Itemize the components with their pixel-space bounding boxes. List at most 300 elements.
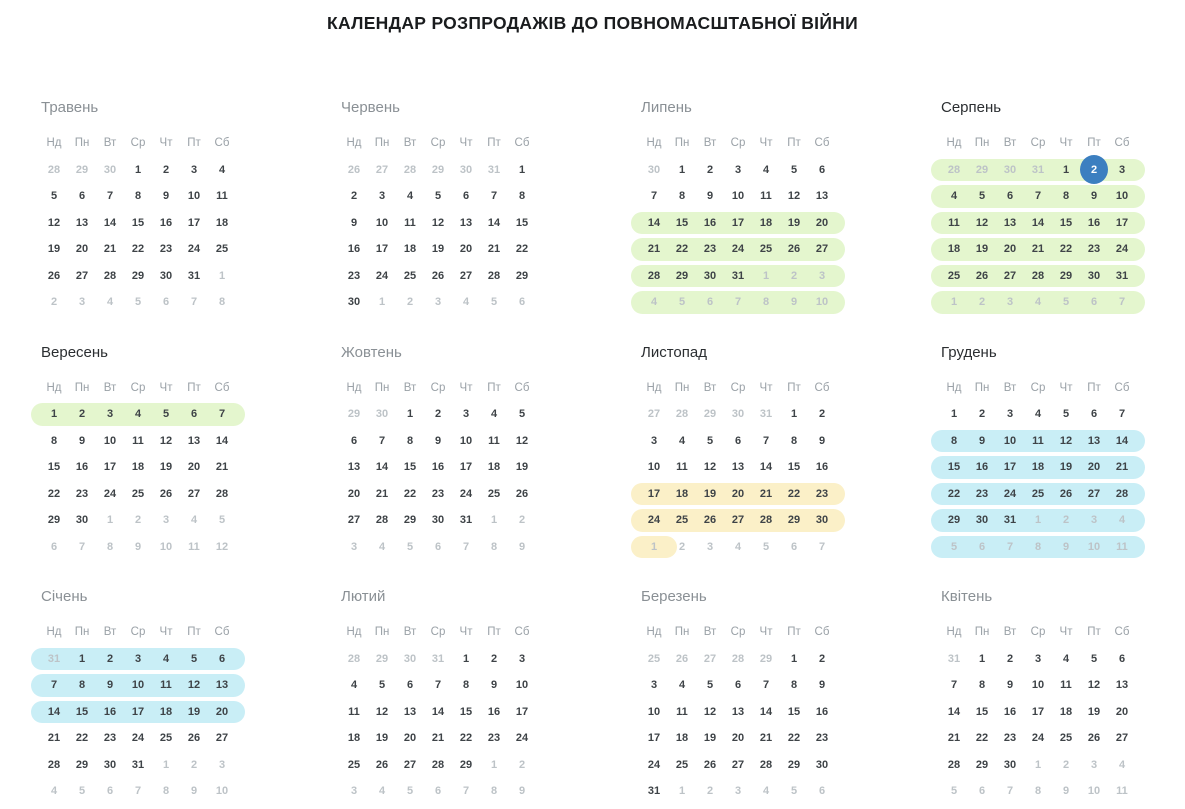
day-cell: 11 <box>676 705 688 718</box>
day-cell: 19 <box>431 243 445 255</box>
weekday-label: Вт <box>103 381 117 394</box>
day-cell: 2 <box>78 408 86 420</box>
day-cell: 28 <box>759 514 773 526</box>
day-cell: 13 <box>459 216 473 229</box>
day-cell: 15 <box>787 705 801 718</box>
day-cell: 1 <box>378 296 386 308</box>
day-cell: 12 <box>47 216 61 229</box>
day-cell: 29 <box>675 269 689 282</box>
day-cell: 31 <box>431 652 445 665</box>
day-cell: 24 <box>515 732 529 744</box>
week-row <box>940 534 1136 561</box>
day-cell: 17 <box>1115 216 1129 229</box>
weekday-label: Сб <box>1114 381 1130 394</box>
week-row <box>640 646 836 673</box>
day-cell: 5 <box>490 296 498 308</box>
day-cell: 4 <box>678 679 686 691</box>
day-cell: 26 <box>375 758 389 771</box>
day-cell: 1 <box>106 514 114 526</box>
day-cell: 26 <box>975 269 989 282</box>
day-cell: 13 <box>1115 679 1129 691</box>
day-cell: 4 <box>734 540 742 553</box>
day-cell: 2 <box>162 163 170 176</box>
weekday-label: Вт <box>403 381 417 394</box>
day-cell: 10 <box>1031 679 1045 691</box>
day-cell: 4 <box>134 408 142 420</box>
day-cell: 23 <box>487 732 501 744</box>
day-cell: 19 <box>787 216 801 229</box>
day-cell: 5 <box>190 652 198 665</box>
day-cell: 1 <box>218 269 226 282</box>
day-cell: 7 <box>134 785 142 797</box>
day-cell: 1 <box>1034 758 1042 771</box>
day-cell: 9 <box>490 679 498 691</box>
day-cell: 31 <box>731 269 745 282</box>
day-cell: 16 <box>75 461 89 473</box>
week-row <box>340 454 536 481</box>
day-cell: 26 <box>703 514 717 526</box>
day-cell: 4 <box>650 296 658 308</box>
day-cell: 25 <box>759 243 773 255</box>
day-cell: 25 <box>1031 487 1045 500</box>
day-cell: 5 <box>406 540 414 553</box>
day-cell: 24 <box>187 243 201 255</box>
weekday-label: Ср <box>130 137 146 150</box>
weekday-label: Нд <box>346 381 362 394</box>
day-cell: 2 <box>706 785 714 797</box>
day-cell: 1 <box>1034 514 1042 526</box>
day-cell: 31 <box>47 652 61 665</box>
day-cell: 2 <box>190 758 198 771</box>
day-cell: 7 <box>434 679 442 691</box>
week-row <box>940 481 1136 508</box>
day-cell: 11 <box>216 190 228 202</box>
weekday-label: Нд <box>46 137 62 150</box>
day-cell: 6 <box>434 540 442 553</box>
day-cell: 10 <box>1003 434 1017 447</box>
day-cell: 19 <box>703 487 717 500</box>
day-cell: 20 <box>731 732 745 744</box>
month-hruden <box>940 344 1136 561</box>
day-cell: 21 <box>487 243 501 255</box>
weekday-header-row <box>640 619 836 646</box>
day-cell: 28 <box>47 163 61 176</box>
day-cell: 7 <box>762 434 770 447</box>
day-cell: 6 <box>1006 190 1014 202</box>
weekday-label: Пн <box>374 137 390 150</box>
day-cell: 11 <box>1032 434 1044 447</box>
weekday-label: Чт <box>459 626 473 639</box>
day-cell: 18 <box>215 216 229 229</box>
day-cell: 6 <box>1118 652 1126 665</box>
day-cell: 16 <box>431 461 445 473</box>
day-cell: 1 <box>950 296 958 308</box>
day-cell: 21 <box>759 487 773 500</box>
day-cell: 8 <box>106 540 114 553</box>
day-cell: 5 <box>406 785 414 797</box>
day-cell: 19 <box>515 461 529 473</box>
day-cell: 27 <box>187 487 201 500</box>
week-row <box>40 778 236 805</box>
day-cell: 12 <box>375 705 389 718</box>
day-cell: 17 <box>731 216 745 229</box>
weekday-label: Чт <box>1059 137 1073 150</box>
day-cell: 8 <box>78 679 86 691</box>
day-cell: 7 <box>50 679 58 691</box>
day-cell: 18 <box>131 461 145 473</box>
day-cell: 8 <box>790 679 798 691</box>
week-row <box>40 699 236 726</box>
day-cell: 26 <box>515 487 529 500</box>
day-cell: 4 <box>462 296 470 308</box>
day-cell: 11 <box>160 679 172 691</box>
day-cell: 29 <box>947 514 961 526</box>
day-cell: 14 <box>1115 434 1129 447</box>
day-cell: 1 <box>162 758 170 771</box>
day-cell: 4 <box>218 163 226 176</box>
day-cell: 4 <box>762 163 770 176</box>
day-cell: 30 <box>703 269 717 282</box>
day-cell: 26 <box>187 732 201 744</box>
week-row <box>640 481 836 508</box>
day-cell: 21 <box>47 732 61 744</box>
week-row <box>940 672 1136 699</box>
day-cell: 5 <box>134 296 142 308</box>
day-cell: 5 <box>218 514 226 526</box>
day-cell: 29 <box>75 758 89 771</box>
day-cell: 14 <box>1031 216 1045 229</box>
day-cell: 21 <box>647 243 661 255</box>
day-cell: 13 <box>215 679 229 691</box>
day-cell: 8 <box>790 434 798 447</box>
day-cell: 9 <box>434 434 442 447</box>
day-cell: 10 <box>515 679 529 691</box>
day-cell: 28 <box>675 408 689 420</box>
day-cell: 1 <box>762 269 770 282</box>
day-cell: 30 <box>1087 269 1101 282</box>
day-cell: 17 <box>187 216 201 229</box>
day-cell: 20 <box>1003 243 1017 255</box>
week-row <box>40 157 236 184</box>
day-cell: 28 <box>431 758 445 771</box>
day-cell: 11 <box>488 434 500 447</box>
day-cell: 2 <box>790 269 798 282</box>
day-cell: 19 <box>1087 705 1101 718</box>
week-row <box>340 646 536 673</box>
day-cell: 5 <box>50 190 58 202</box>
day-cell: 25 <box>487 487 501 500</box>
weekday-label: Нд <box>46 381 62 394</box>
day-cell: 19 <box>47 243 61 255</box>
day-cell: 23 <box>703 243 717 255</box>
day-cell: 5 <box>950 540 958 553</box>
day-cell: 2 <box>106 652 114 665</box>
day-cell: 9 <box>1090 190 1098 202</box>
month-title: Квітень <box>941 588 993 605</box>
week-row <box>640 534 836 561</box>
day-cell: 4 <box>50 785 58 797</box>
day-cell: 4 <box>1118 758 1126 771</box>
weekday-label: Сб <box>214 626 230 639</box>
week-row <box>640 507 836 534</box>
day-cell: 27 <box>215 732 229 744</box>
weekday-label: Чт <box>159 381 173 394</box>
day-cell: 8 <box>1062 190 1070 202</box>
day-cell: 20 <box>815 216 829 229</box>
day-cell: 8 <box>50 434 58 447</box>
month-title: Березень <box>641 588 707 605</box>
day-cell: 22 <box>403 487 417 500</box>
week-row <box>640 183 836 210</box>
day-cell: 31 <box>759 408 773 420</box>
weekday-label: Вт <box>1003 626 1017 639</box>
day-cell: 30 <box>459 163 473 176</box>
day-cell: 30 <box>647 163 661 176</box>
weekday-label: Ср <box>130 381 146 394</box>
day-cell: 1 <box>678 163 686 176</box>
day-cell: 5 <box>678 296 686 308</box>
day-cell: 9 <box>1062 785 1070 797</box>
day-cell: 31 <box>1003 514 1017 526</box>
day-cell: 4 <box>378 540 386 553</box>
week-row <box>340 672 536 699</box>
week-row <box>640 699 836 726</box>
day-cell: 9 <box>78 434 86 447</box>
week-row <box>940 752 1136 779</box>
day-cell: 20 <box>459 243 473 255</box>
day-cell: 28 <box>759 758 773 771</box>
day-cell: 10 <box>815 296 829 308</box>
day-cell: 9 <box>790 296 798 308</box>
weekday-header-row <box>40 375 236 402</box>
day-cell: 1 <box>134 163 142 176</box>
day-cell: 2 <box>978 408 986 420</box>
week-row <box>40 646 236 673</box>
day-cell: 1 <box>78 652 86 665</box>
month-title: Серпень <box>941 99 1002 116</box>
day-cell: 18 <box>675 487 689 500</box>
day-cell: 17 <box>375 243 389 255</box>
day-cell: 7 <box>1034 190 1042 202</box>
day-cell: 30 <box>159 269 173 282</box>
day-cell: 12 <box>159 434 173 447</box>
day-cell: 31 <box>487 163 501 176</box>
day-cell: 30 <box>815 514 829 526</box>
day-cell: 28 <box>215 487 229 500</box>
day-cell: 7 <box>734 296 742 308</box>
day-cell: 18 <box>675 732 689 744</box>
month-title: Червень <box>341 99 400 116</box>
weekday-header-row <box>340 130 536 157</box>
week-row <box>340 210 536 237</box>
day-cell: 14 <box>759 461 773 473</box>
day-cell: 21 <box>759 732 773 744</box>
weekday-label: Ср <box>130 626 146 639</box>
day-cell: 13 <box>1003 216 1017 229</box>
day-cell: 6 <box>106 785 114 797</box>
day-cell: 3 <box>162 514 170 526</box>
day-cell: 4 <box>950 190 958 202</box>
week-row <box>340 778 536 805</box>
weekday-label: Вт <box>403 137 417 150</box>
day-cell: 22 <box>75 732 89 744</box>
day-cell: 20 <box>1087 461 1101 473</box>
day-cell: 16 <box>1087 216 1101 229</box>
day-cell: 29 <box>515 269 529 282</box>
day-cell: 3 <box>1006 296 1014 308</box>
day-cell: 29 <box>375 652 389 665</box>
day-cell: 27 <box>703 652 717 665</box>
day-cell: 21 <box>1031 243 1045 255</box>
weekday-label: Сб <box>1114 626 1130 639</box>
week-row <box>940 157 1136 184</box>
day-cell: 9 <box>818 434 826 447</box>
day-cell: 11 <box>188 540 200 553</box>
day-cell: 6 <box>978 540 986 553</box>
day-cell: 29 <box>431 163 445 176</box>
day-cell: 14 <box>647 216 661 229</box>
day-cell: 8 <box>490 540 498 553</box>
week-row <box>940 725 1136 752</box>
day-cell: 7 <box>490 190 498 202</box>
weekday-label: Пт <box>787 626 801 639</box>
weekday-label: Ср <box>730 381 746 394</box>
day-cell: 15 <box>131 216 145 229</box>
day-cell: 8 <box>762 296 770 308</box>
weekday-label: Нд <box>646 381 662 394</box>
day-cell: 23 <box>347 269 361 282</box>
week-row <box>40 725 236 752</box>
day-cell: 23 <box>103 732 117 744</box>
day-cell: 25 <box>675 514 689 526</box>
day-cell: 1 <box>490 758 498 771</box>
weekday-label: Нд <box>346 137 362 150</box>
day-cell: 2 <box>1062 758 1070 771</box>
week-row <box>940 507 1136 534</box>
day-cell: 4 <box>406 190 414 202</box>
day-cell: 8 <box>218 296 226 308</box>
day-cell: 3 <box>650 434 658 447</box>
week-row <box>640 454 836 481</box>
day-cell: 8 <box>134 190 142 202</box>
day-cell: 16 <box>703 216 717 229</box>
day-cell: 5 <box>1090 652 1098 665</box>
day-cell: 6 <box>818 163 826 176</box>
day-cell: 27 <box>347 514 361 526</box>
week-row <box>340 401 536 428</box>
day-cell: 7 <box>462 540 470 553</box>
day-cell: 29 <box>459 758 473 771</box>
day-cell: 7 <box>1118 296 1126 308</box>
month-liutyi <box>340 588 536 805</box>
day-cell: 30 <box>347 296 361 308</box>
day-cell: 27 <box>459 269 473 282</box>
day-cell: 29 <box>131 269 145 282</box>
day-cell: 2 <box>818 652 826 665</box>
weekday-label: Сб <box>1114 137 1130 150</box>
day-cell: 3 <box>78 296 86 308</box>
day-cell: 6 <box>462 190 470 202</box>
day-cell: 8 <box>978 679 986 691</box>
weekday-label: Вт <box>1003 381 1017 394</box>
week-row <box>940 699 1136 726</box>
day-cell: 20 <box>187 461 201 473</box>
week-row <box>940 778 1136 805</box>
weekday-label: Чт <box>159 137 173 150</box>
day-cell: 4 <box>678 434 686 447</box>
month-title: Лютий <box>341 588 386 605</box>
day-cell: 4 <box>490 408 498 420</box>
day-cell: 31 <box>131 758 145 771</box>
day-cell: 8 <box>462 679 470 691</box>
day-cell: 9 <box>518 540 526 553</box>
day-cell: 12 <box>1087 679 1101 691</box>
day-cell: 23 <box>75 487 89 500</box>
day-cell: 9 <box>978 434 986 447</box>
day-cell: 31 <box>187 269 201 282</box>
week-row <box>940 183 1136 210</box>
day-cell: 3 <box>350 785 358 797</box>
day-cell: 11 <box>948 216 960 229</box>
day-cell: 6 <box>350 434 358 447</box>
weekday-label: Чт <box>1059 381 1073 394</box>
day-cell: 21 <box>1115 461 1129 473</box>
month-title: Липень <box>641 99 692 116</box>
weekday-label: Ср <box>1030 626 1046 639</box>
day-cell: 1 <box>50 408 58 420</box>
day-cell: 25 <box>347 758 361 771</box>
day-cell: 3 <box>1090 758 1098 771</box>
day-cell: 26 <box>1087 732 1101 744</box>
day-cell: 28 <box>647 269 661 282</box>
week-row <box>640 210 836 237</box>
day-cell: 16 <box>487 705 501 718</box>
week-row <box>40 289 236 316</box>
week-row <box>40 454 236 481</box>
week-row <box>640 725 836 752</box>
day-cell: 2 <box>406 296 414 308</box>
weekday-label: Пн <box>74 626 90 639</box>
day-cell: 5 <box>950 785 958 797</box>
day-cell: 1 <box>790 408 798 420</box>
day-cell: 16 <box>975 461 989 473</box>
day-cell: 1 <box>462 652 470 665</box>
day-cell: 7 <box>1006 785 1014 797</box>
day-cell: 18 <box>487 461 501 473</box>
week-row <box>340 183 536 210</box>
day-cell: 6 <box>406 679 414 691</box>
day-cell: 12 <box>975 216 989 229</box>
week-row <box>40 183 236 210</box>
weekday-label: Вт <box>703 381 717 394</box>
weekday-label: Сб <box>214 381 230 394</box>
month-serpen <box>940 99 1136 316</box>
day-cell: 4 <box>1118 514 1126 526</box>
week-row <box>640 428 836 455</box>
day-cell: 9 <box>350 216 358 229</box>
day-cell: 11 <box>132 434 144 447</box>
day-cell: 2 <box>518 514 526 526</box>
day-cell: 20 <box>75 243 89 255</box>
day-cell: 3 <box>1034 652 1042 665</box>
month-title: Листопад <box>641 343 707 361</box>
day-cell: 2 <box>434 408 442 420</box>
weekday-label: Вт <box>403 626 417 639</box>
weekday-label: Пн <box>374 381 390 394</box>
day-cell: 15 <box>75 705 89 718</box>
day-cell: 26 <box>47 269 61 282</box>
weekday-label: Пт <box>187 381 201 394</box>
